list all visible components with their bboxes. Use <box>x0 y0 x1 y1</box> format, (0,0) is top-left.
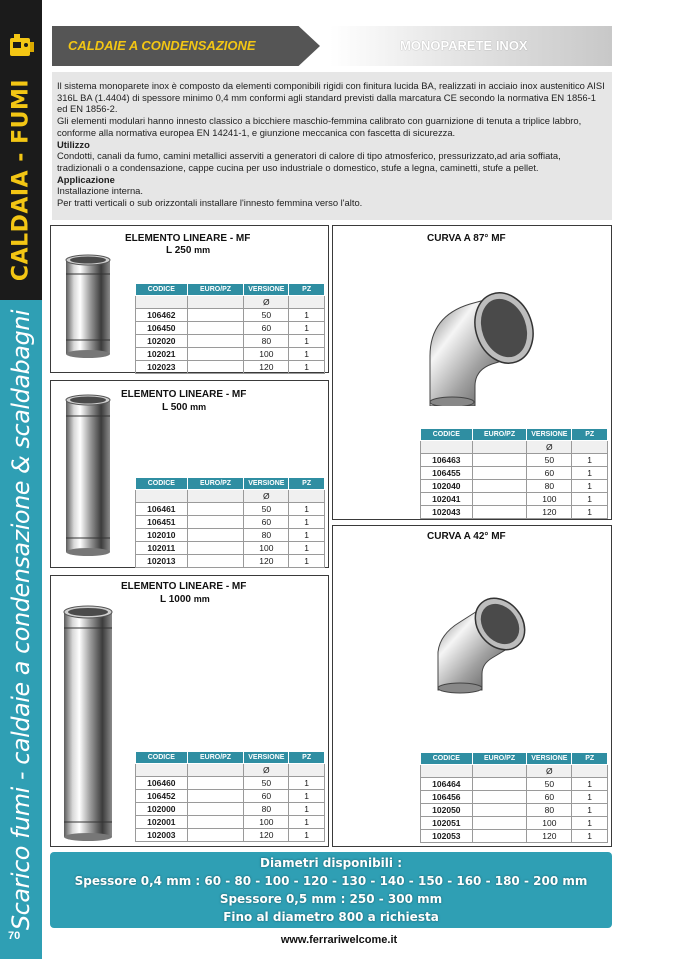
straight-pipe-500-icon <box>60 392 116 560</box>
cell-version: 80 <box>244 335 289 348</box>
table-row <box>136 529 325 542</box>
col-versione: VERSIONE <box>527 753 572 765</box>
table-row <box>136 803 325 816</box>
cell-pz: 1 <box>289 335 325 348</box>
utilizzo-text: Condotti, canali da fumo, camini metallici asserviti a generatori di calore di tipo atmosferico, pressurizzato,ad aria soffiata, tradizionali o a condensazione, cappe cucina per uso industriale o domestico, stufe a legna, caminetti, stufe a pellet. <box>57 150 561 173</box>
col-euro: EURO/PZ <box>187 284 244 296</box>
col-pz: PZ <box>289 752 325 764</box>
cell-code: 102051 <box>421 817 473 830</box>
cell-pz: 1 <box>289 542 325 555</box>
table-row <box>136 555 325 568</box>
cell-version: 120 <box>244 829 289 842</box>
banner-line-3: Spessore 0,5 mm : 250 - 300 mm <box>219 892 443 906</box>
table-row <box>421 817 608 830</box>
table-row <box>136 503 325 516</box>
cell-pz: 1 <box>289 309 325 322</box>
product-length-unit: mm <box>190 402 207 412</box>
intro-paragraph-1: Il sistema monoparete inox è composto da elementi componibili rigidi con finitura lucida BA, realizzati in acciaio inox austenitico AISI 316L BA (1.4404) di spessore minimo 0,4 mm conformi agli standard previsti dalla marcatura CE secondo la normativa EN 1856-1 ed EN 1856-2. <box>57 80 605 115</box>
cell-version: 120 <box>527 830 572 843</box>
diameter-row <box>136 490 325 503</box>
product-length-unit: mm <box>194 245 211 255</box>
applicazione-heading: Applicazione <box>57 173 115 185</box>
table-row <box>421 804 608 817</box>
cell-pz: 1 <box>289 790 325 803</box>
cell-code: 106463 <box>421 454 473 467</box>
cell-code: 106455 <box>421 467 473 480</box>
applicazione-text-2: Per tratti verticali o sub orizzontali installare l'innesto femmina verso l'alto. <box>57 197 363 209</box>
cell-pz: 1 <box>289 322 325 335</box>
cell-code: 102010 <box>136 529 188 542</box>
col-euro: EURO/PZ <box>187 752 244 764</box>
col-versione: VERSIONE <box>244 752 289 764</box>
cell-version: 120 <box>244 555 289 568</box>
cell-code: 106456 <box>421 791 473 804</box>
table-row <box>136 777 325 790</box>
col-codice: CODICE <box>136 752 188 764</box>
col-versione: VERSIONE <box>244 284 289 296</box>
table-row <box>421 454 608 467</box>
banner-line-2: Spessore 0,4 mm : 60 - 80 - 100 - 120 - 130 - 140 - 150 - 160 - 180 - 200 mm <box>74 874 588 888</box>
table-row <box>421 480 608 493</box>
diameter-row <box>136 296 325 309</box>
cell-code: 102043 <box>421 506 473 519</box>
table-row <box>136 335 325 348</box>
col-euro: EURO/PZ <box>472 429 527 441</box>
cell-code: 106451 <box>136 516 188 529</box>
table-row <box>421 506 608 519</box>
table-row <box>136 829 325 842</box>
cell-pz: 1 <box>572 778 608 791</box>
cell-pz: 1 <box>572 480 608 493</box>
cell-version: 60 <box>527 467 572 480</box>
cell-version: 50 <box>527 778 572 791</box>
diameter-row <box>136 764 325 777</box>
cell-version: 50 <box>244 503 289 516</box>
diameter-symbol: Ø <box>527 441 572 454</box>
cell-code: 102020 <box>136 335 188 348</box>
col-versione: VERSIONE <box>244 478 289 490</box>
cell-code: 106450 <box>136 322 188 335</box>
cell-version: 50 <box>244 309 289 322</box>
cell-code: 102003 <box>136 829 188 842</box>
sidebar-section-title: CALDAIA - FUMI <box>8 78 34 282</box>
cell-pz: 1 <box>572 804 608 817</box>
spec-table <box>135 477 325 568</box>
table-row <box>421 493 608 506</box>
col-pz: PZ <box>289 478 325 490</box>
cell-code: 102053 <box>421 830 473 843</box>
cell-code: 102041 <box>421 493 473 506</box>
applicazione-text-1: Installazione interna. <box>57 185 143 197</box>
product-title: CURVA A 42° MF <box>427 531 506 542</box>
boiler-icon <box>7 34 35 60</box>
cell-pz: 1 <box>289 829 325 842</box>
col-codice: CODICE <box>136 478 188 490</box>
col-pz: PZ <box>572 753 608 765</box>
cell-pz: 1 <box>289 516 325 529</box>
cell-version: 80 <box>244 803 289 816</box>
header-product-line: MONOPARETE INOX <box>400 38 528 53</box>
cell-code: 106462 <box>136 309 188 322</box>
cell-version: 80 <box>244 529 289 542</box>
product-length-value: L 500 <box>162 402 188 413</box>
product-title: ELEMENTO LINEARE - MF <box>121 389 247 400</box>
cell-code: 106461 <box>136 503 188 516</box>
elbow-42-icon <box>430 590 530 694</box>
cell-version: 100 <box>527 493 572 506</box>
cell-code: 102050 <box>421 804 473 817</box>
cell-pz: 1 <box>572 493 608 506</box>
cell-version: 50 <box>244 777 289 790</box>
cell-code: 102000 <box>136 803 188 816</box>
table-row <box>136 309 325 322</box>
cell-version: 80 <box>527 480 572 493</box>
cell-pz: 1 <box>572 817 608 830</box>
spec-table <box>135 751 325 842</box>
intro-description <box>52 72 612 220</box>
cell-code: 102023 <box>136 361 188 374</box>
col-euro: EURO/PZ <box>472 753 527 765</box>
cell-version: 120 <box>527 506 572 519</box>
cell-pz: 1 <box>289 348 325 361</box>
cell-version: 60 <box>244 790 289 803</box>
product-length <box>166 245 210 256</box>
spec-table <box>420 428 608 519</box>
cell-version: 100 <box>244 542 289 555</box>
spec-table <box>135 283 325 374</box>
page-number: 70 <box>8 930 21 942</box>
product-length-value: L 250 <box>166 245 192 256</box>
cell-version: 100 <box>527 817 572 830</box>
product-title: CURVA A 87° MF <box>427 233 506 244</box>
product-title: ELEMENTO LINEARE - MF <box>121 581 247 592</box>
col-versione: VERSIONE <box>527 429 572 441</box>
cell-pz: 1 <box>289 503 325 516</box>
diameter-symbol: Ø <box>244 296 289 309</box>
elbow-87-icon <box>420 286 538 406</box>
table-header-row <box>136 478 325 490</box>
cell-version: 100 <box>244 816 289 829</box>
col-pz: PZ <box>289 284 325 296</box>
cell-code: 106460 <box>136 777 188 790</box>
col-codice: CODICE <box>421 753 473 765</box>
col-pz: PZ <box>572 429 608 441</box>
table-row <box>136 790 325 803</box>
cell-version: 50 <box>527 454 572 467</box>
cell-version: 60 <box>527 791 572 804</box>
website-link[interactable]: www.ferrariwelcome.it <box>280 934 398 946</box>
cell-version: 80 <box>527 804 572 817</box>
col-codice: CODICE <box>421 429 473 441</box>
table-row <box>136 348 325 361</box>
cell-version: 100 <box>244 348 289 361</box>
straight-pipe-1000-icon <box>58 602 118 842</box>
cell-pz: 1 <box>289 816 325 829</box>
table-row <box>136 542 325 555</box>
cell-version: 60 <box>244 516 289 529</box>
product-length-unit: mm <box>193 594 210 604</box>
product-length <box>162 402 206 413</box>
cell-pz: 1 <box>572 830 608 843</box>
intro-paragraph-2: Gli elementi modulari hanno innesto classico a bicchiere maschio-femmina calibrato con guarnizione di tenuta a triplice labbro, conforme alla normativa europea EN 14241-1, e giunzione meccanica con fascetta di sicurezza. <box>57 115 582 138</box>
straight-pipe-250-icon <box>60 252 116 360</box>
cell-code: 102011 <box>136 542 188 555</box>
table-header-row <box>136 752 325 764</box>
cell-pz: 1 <box>572 506 608 519</box>
banner-line-1: Diametri disponibili : <box>259 856 402 870</box>
table-row <box>136 816 325 829</box>
table-header-row <box>421 429 608 441</box>
cell-code: 106452 <box>136 790 188 803</box>
cell-version: 120 <box>244 361 289 374</box>
sidebar-subtitle: Scarico fumi - caldaie a condensazione & scaldabagni <box>7 309 35 931</box>
banner-line-4: Fino al diametro 800 a richiesta <box>223 910 439 924</box>
cell-version: 60 <box>244 322 289 335</box>
diameter-symbol: Ø <box>527 765 572 778</box>
table-row <box>421 791 608 804</box>
diameter-row <box>421 765 608 778</box>
col-euro: EURO/PZ <box>187 478 244 490</box>
cell-pz: 1 <box>289 803 325 816</box>
spec-table <box>420 752 608 843</box>
diameters-banner <box>50 852 612 928</box>
table-row <box>136 516 325 529</box>
cell-pz: 1 <box>289 555 325 568</box>
table-row <box>136 361 325 374</box>
header-category-title: CALDAIE A CONDENSAZIONE <box>68 38 256 53</box>
col-codice: CODICE <box>136 284 188 296</box>
table-row <box>136 322 325 335</box>
diameter-row <box>421 441 608 454</box>
sidebar <box>0 0 42 959</box>
cell-pz: 1 <box>572 467 608 480</box>
cell-pz: 1 <box>289 529 325 542</box>
cell-pz: 1 <box>572 791 608 804</box>
diameter-symbol: Ø <box>244 764 289 777</box>
cell-pz: 1 <box>289 361 325 374</box>
cell-code: 106464 <box>421 778 473 791</box>
cell-pz: 1 <box>572 454 608 467</box>
table-row <box>421 778 608 791</box>
product-title: ELEMENTO LINEARE - MF <box>125 233 251 244</box>
cell-pz: 1 <box>289 777 325 790</box>
product-length <box>160 594 210 605</box>
diameter-symbol: Ø <box>244 490 289 503</box>
table-row <box>421 830 608 843</box>
utilizzo-heading: Utilizzo <box>57 138 90 150</box>
table-header-row <box>136 284 325 296</box>
cell-code: 102013 <box>136 555 188 568</box>
cell-code: 102001 <box>136 816 188 829</box>
cell-code: 102040 <box>421 480 473 493</box>
cell-code: 102021 <box>136 348 188 361</box>
table-header-row <box>421 753 608 765</box>
product-length-value: L 1000 <box>160 594 191 605</box>
table-row <box>421 467 608 480</box>
